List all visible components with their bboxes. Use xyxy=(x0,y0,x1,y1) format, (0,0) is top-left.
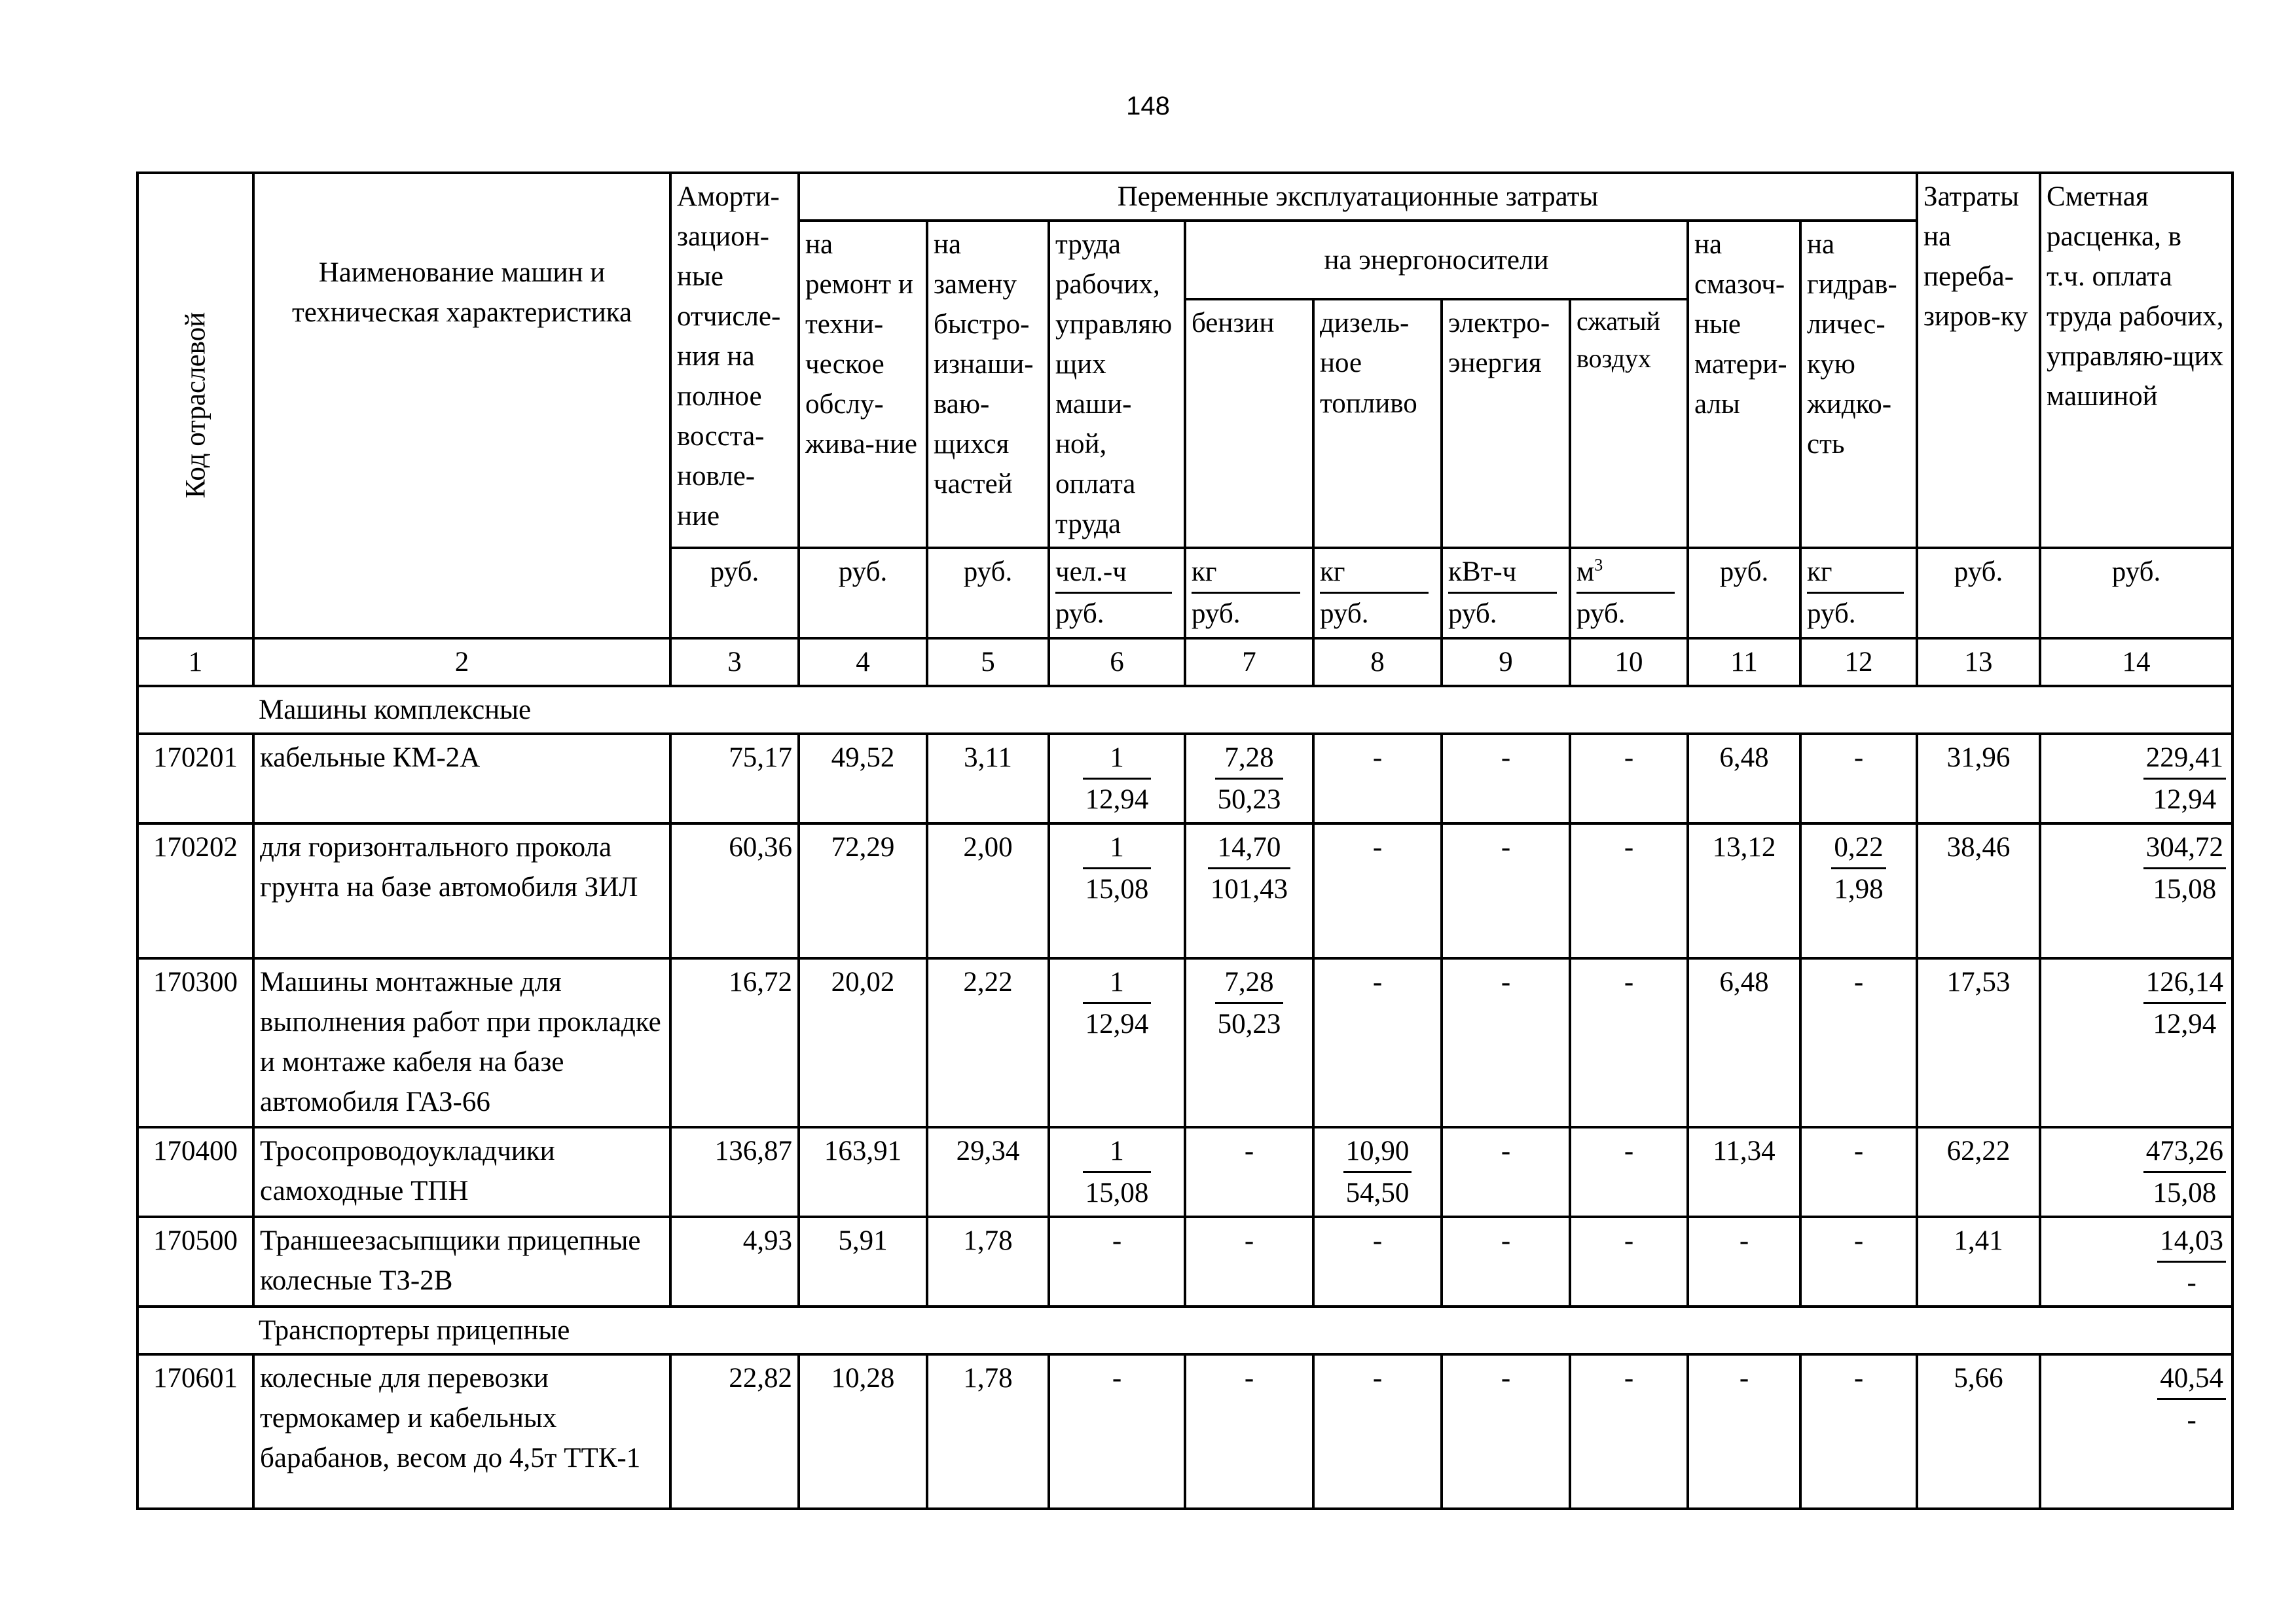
row-diesel: $\frac{10,90}{54,50}$ xyxy=(1313,1127,1442,1217)
machine-cost-table xyxy=(136,171,2234,1510)
row-replace: 2,00 xyxy=(927,823,1049,958)
row-replace: 1,78 xyxy=(927,1217,1049,1307)
row-code: 170201 xyxy=(137,734,253,823)
row-code: 170300 xyxy=(137,958,253,1127)
row-name: для горизонтального прокола грунта на базе автомобиля ЗИЛ xyxy=(253,823,670,958)
row-labor: - xyxy=(1049,1354,1185,1509)
unit-replace: руб. xyxy=(927,548,1049,638)
unit-diesel: кг руб. xyxy=(1313,548,1442,638)
row-amort: 60,36 xyxy=(670,823,799,958)
row-hyd: - xyxy=(1800,1354,1917,1509)
row-labor: - xyxy=(1049,1217,1185,1307)
row-labor: $\frac{1}{12,94}$ xyxy=(1049,734,1185,823)
header-estimate: Сметная расценка, в т.ч. оплата труда рабочих, управляю-щих машиной xyxy=(2040,173,2232,548)
row-estimate: $\frac{229,41}{12,94}$ xyxy=(2040,734,2232,823)
header-name: Наименование машин и техническая характеристика xyxy=(253,173,670,638)
row-reloc: 17,53 xyxy=(1917,958,2040,1127)
header-replace: на замену быстро-изнаши-ваю-щихся частей xyxy=(927,221,1049,548)
row-reloc: 31,96 xyxy=(1917,734,2040,823)
row-repair: 5,91 xyxy=(799,1217,927,1307)
row-electro: - xyxy=(1442,823,1570,958)
row-petrol: $\frac{7,28}{50,23}$ xyxy=(1185,734,1313,823)
table-row xyxy=(137,1127,2232,1217)
row-lub: - xyxy=(1688,1217,1800,1307)
row-electro: - xyxy=(1442,1127,1570,1217)
colnum: 1 xyxy=(137,638,253,686)
header-amort: Аморти-зацион-ные отчисле-ния на полное восста-новле-ние xyxy=(670,173,799,548)
colnum: 6 xyxy=(1049,638,1185,686)
colnum: 14 xyxy=(2040,638,2232,686)
row-hyd: - xyxy=(1800,734,1917,823)
row-reloc: 38,46 xyxy=(1917,823,2040,958)
row-diesel: - xyxy=(1313,958,1442,1127)
header-repair: на ремонт и техни-ческое обслу-жива-ние xyxy=(799,221,927,548)
row-repair: 49,52 xyxy=(799,734,927,823)
row-estimate: $\frac{40,54}{-}$ xyxy=(2040,1354,2232,1509)
row-repair: 20,02 xyxy=(799,958,927,1127)
row-estimate: $\frac{126,14}{12,94}$ xyxy=(2040,958,2232,1127)
row-amort: 75,17 xyxy=(670,734,799,823)
table-row xyxy=(137,1217,2232,1307)
row-air: - xyxy=(1570,1217,1688,1307)
table-row xyxy=(137,958,2232,1127)
row-hyd: - xyxy=(1800,1217,1917,1307)
row-estimate: $\frac{14,03}{-}$ xyxy=(2040,1217,2232,1307)
row-lub: 6,48 xyxy=(1688,958,1800,1127)
header-energy: на энергоносители xyxy=(1185,221,1688,299)
row-air: - xyxy=(1570,1354,1688,1509)
unit-lubricants: руб. xyxy=(1688,548,1800,638)
header-code: Код отраслевой xyxy=(137,173,253,638)
header-lubricants: на смазоч-ные матери-алы xyxy=(1688,221,1800,548)
unit-amort: руб. xyxy=(670,548,799,638)
row-code: 170500 xyxy=(137,1217,253,1307)
row-air: - xyxy=(1570,734,1688,823)
row-electro: - xyxy=(1442,958,1570,1127)
row-reloc: 5,66 xyxy=(1917,1354,2040,1509)
row-petrol: $\frac{7,28}{50,23}$ xyxy=(1185,958,1313,1127)
colnum: 5 xyxy=(927,638,1049,686)
row-estimate: $\frac{304,72}{15,08}$ xyxy=(2040,823,2232,958)
section-row xyxy=(137,1307,2232,1354)
row-air: - xyxy=(1570,958,1688,1127)
unit-electro: кВт-ч руб. xyxy=(1442,548,1570,638)
row-amort: 136,87 xyxy=(670,1127,799,1217)
row-diesel: - xyxy=(1313,734,1442,823)
row-repair: 10,28 xyxy=(799,1354,927,1509)
table-row xyxy=(137,734,2232,823)
row-petrol: - xyxy=(1185,1354,1313,1509)
header-relocation: Затраты на переба-зиров-ку xyxy=(1917,173,2040,548)
row-name: кабельные КМ-2А xyxy=(253,734,670,823)
row-air: - xyxy=(1570,1127,1688,1217)
row-name: Траншеезасыпщики прицепные колесные ТЗ-2В xyxy=(253,1217,670,1307)
row-electro: - xyxy=(1442,1217,1570,1307)
row-replace: 1,78 xyxy=(927,1354,1049,1509)
row-diesel: - xyxy=(1313,1354,1442,1509)
row-labor: $\frac{1}{15,08}$ xyxy=(1049,823,1185,958)
row-replace: 29,34 xyxy=(927,1127,1049,1217)
row-name: Тросопроводоукладчики самоходные ТПН xyxy=(253,1127,670,1217)
row-amort: 16,72 xyxy=(670,958,799,1127)
header-diesel: дизель-ное топливо xyxy=(1313,299,1442,548)
column-numbers-row xyxy=(137,638,2232,686)
row-reloc: 1,41 xyxy=(1917,1217,2040,1307)
row-name: Машины монтажные для выполнения работ при прокладке и монтаже кабеля на базе автомобиля ГАЗ-66 xyxy=(253,958,670,1127)
colnum: 12 xyxy=(1800,638,1917,686)
row-replace: 2,22 xyxy=(927,958,1049,1127)
row-electro: - xyxy=(1442,734,1570,823)
unit-petrol: кг руб. xyxy=(1185,548,1313,638)
row-hyd: - xyxy=(1800,1127,1917,1217)
row-diesel: - xyxy=(1313,823,1442,958)
row-reloc: 62,22 xyxy=(1917,1127,2040,1217)
colnum: 10 xyxy=(1570,638,1688,686)
row-labor: $\frac{1}{15,08}$ xyxy=(1049,1127,1185,1217)
row-code: 170400 xyxy=(137,1127,253,1217)
header-row-1 xyxy=(137,173,2232,221)
section-row xyxy=(137,686,2232,734)
header-air: сжатый воздух xyxy=(1570,299,1688,548)
row-amort: 4,93 xyxy=(670,1217,799,1307)
colnum: 3 xyxy=(670,638,799,686)
unit-hydraulic: кг руб. xyxy=(1800,548,1917,638)
unit-labor: чел.-ч руб. xyxy=(1049,548,1185,638)
row-petrol: $\frac{14,70}{101,43}$ xyxy=(1185,823,1313,958)
row-lub: 13,12 xyxy=(1688,823,1800,958)
row-code: 170601 xyxy=(137,1354,253,1509)
table-row xyxy=(137,823,2232,958)
colnum: 11 xyxy=(1688,638,1800,686)
row-lub: 11,34 xyxy=(1688,1127,1800,1217)
row-labor: $\frac{1}{12,94}$ xyxy=(1049,958,1185,1127)
header-electro: электро-энергия xyxy=(1442,299,1570,548)
unit-relocation: руб. xyxy=(1917,548,2040,638)
colnum: 8 xyxy=(1313,638,1442,686)
row-amort: 22,82 xyxy=(670,1354,799,1509)
row-repair: 72,29 xyxy=(799,823,927,958)
colnum: 2 xyxy=(253,638,670,686)
row-estimate: $\frac{473,26}{15,08}$ xyxy=(2040,1127,2232,1217)
row-hyd: - xyxy=(1800,958,1917,1127)
section-title: Транспортеры прицепные xyxy=(253,1307,2232,1354)
row-diesel: - xyxy=(1313,1217,1442,1307)
row-petrol: - xyxy=(1185,1127,1313,1217)
colnum: 4 xyxy=(799,638,927,686)
unit-estimate: руб. xyxy=(2040,548,2232,638)
row-air: - xyxy=(1570,823,1688,958)
unit-air: $м^3$ руб. xyxy=(1570,548,1688,638)
row-lub: 6,48 xyxy=(1688,734,1800,823)
colnum: 7 xyxy=(1185,638,1313,686)
row-name: колесные для перевозки термокамер и кабельных барабанов, весом до 4,5т ТТК-1 xyxy=(253,1354,670,1509)
table-row xyxy=(137,1354,2232,1509)
row-petrol: - xyxy=(1185,1217,1313,1307)
colnum: 9 xyxy=(1442,638,1570,686)
row-repair: 163,91 xyxy=(799,1127,927,1217)
header-hydraulic: на гидрав-личес-кую жидко-сть xyxy=(1800,221,1917,548)
section-title: Машины комплексные xyxy=(253,686,2232,734)
header-variable-costs: Переменные эксплуатационные затраты xyxy=(799,173,1917,221)
header-petrol: бензин xyxy=(1185,299,1313,548)
header-labor: труда рабочих, управляю щих маши-ной, оплата труда xyxy=(1049,221,1185,548)
row-replace: 3,11 xyxy=(927,734,1049,823)
page-number: 148 xyxy=(1126,92,1170,120)
row-lub: - xyxy=(1688,1354,1800,1509)
unit-repair: руб. xyxy=(799,548,927,638)
row-hyd: $\frac{0,22}{1,98}$ xyxy=(1800,823,1917,958)
row-electro: - xyxy=(1442,1354,1570,1509)
colnum: 13 xyxy=(1917,638,2040,686)
row-code: 170202 xyxy=(137,823,253,958)
